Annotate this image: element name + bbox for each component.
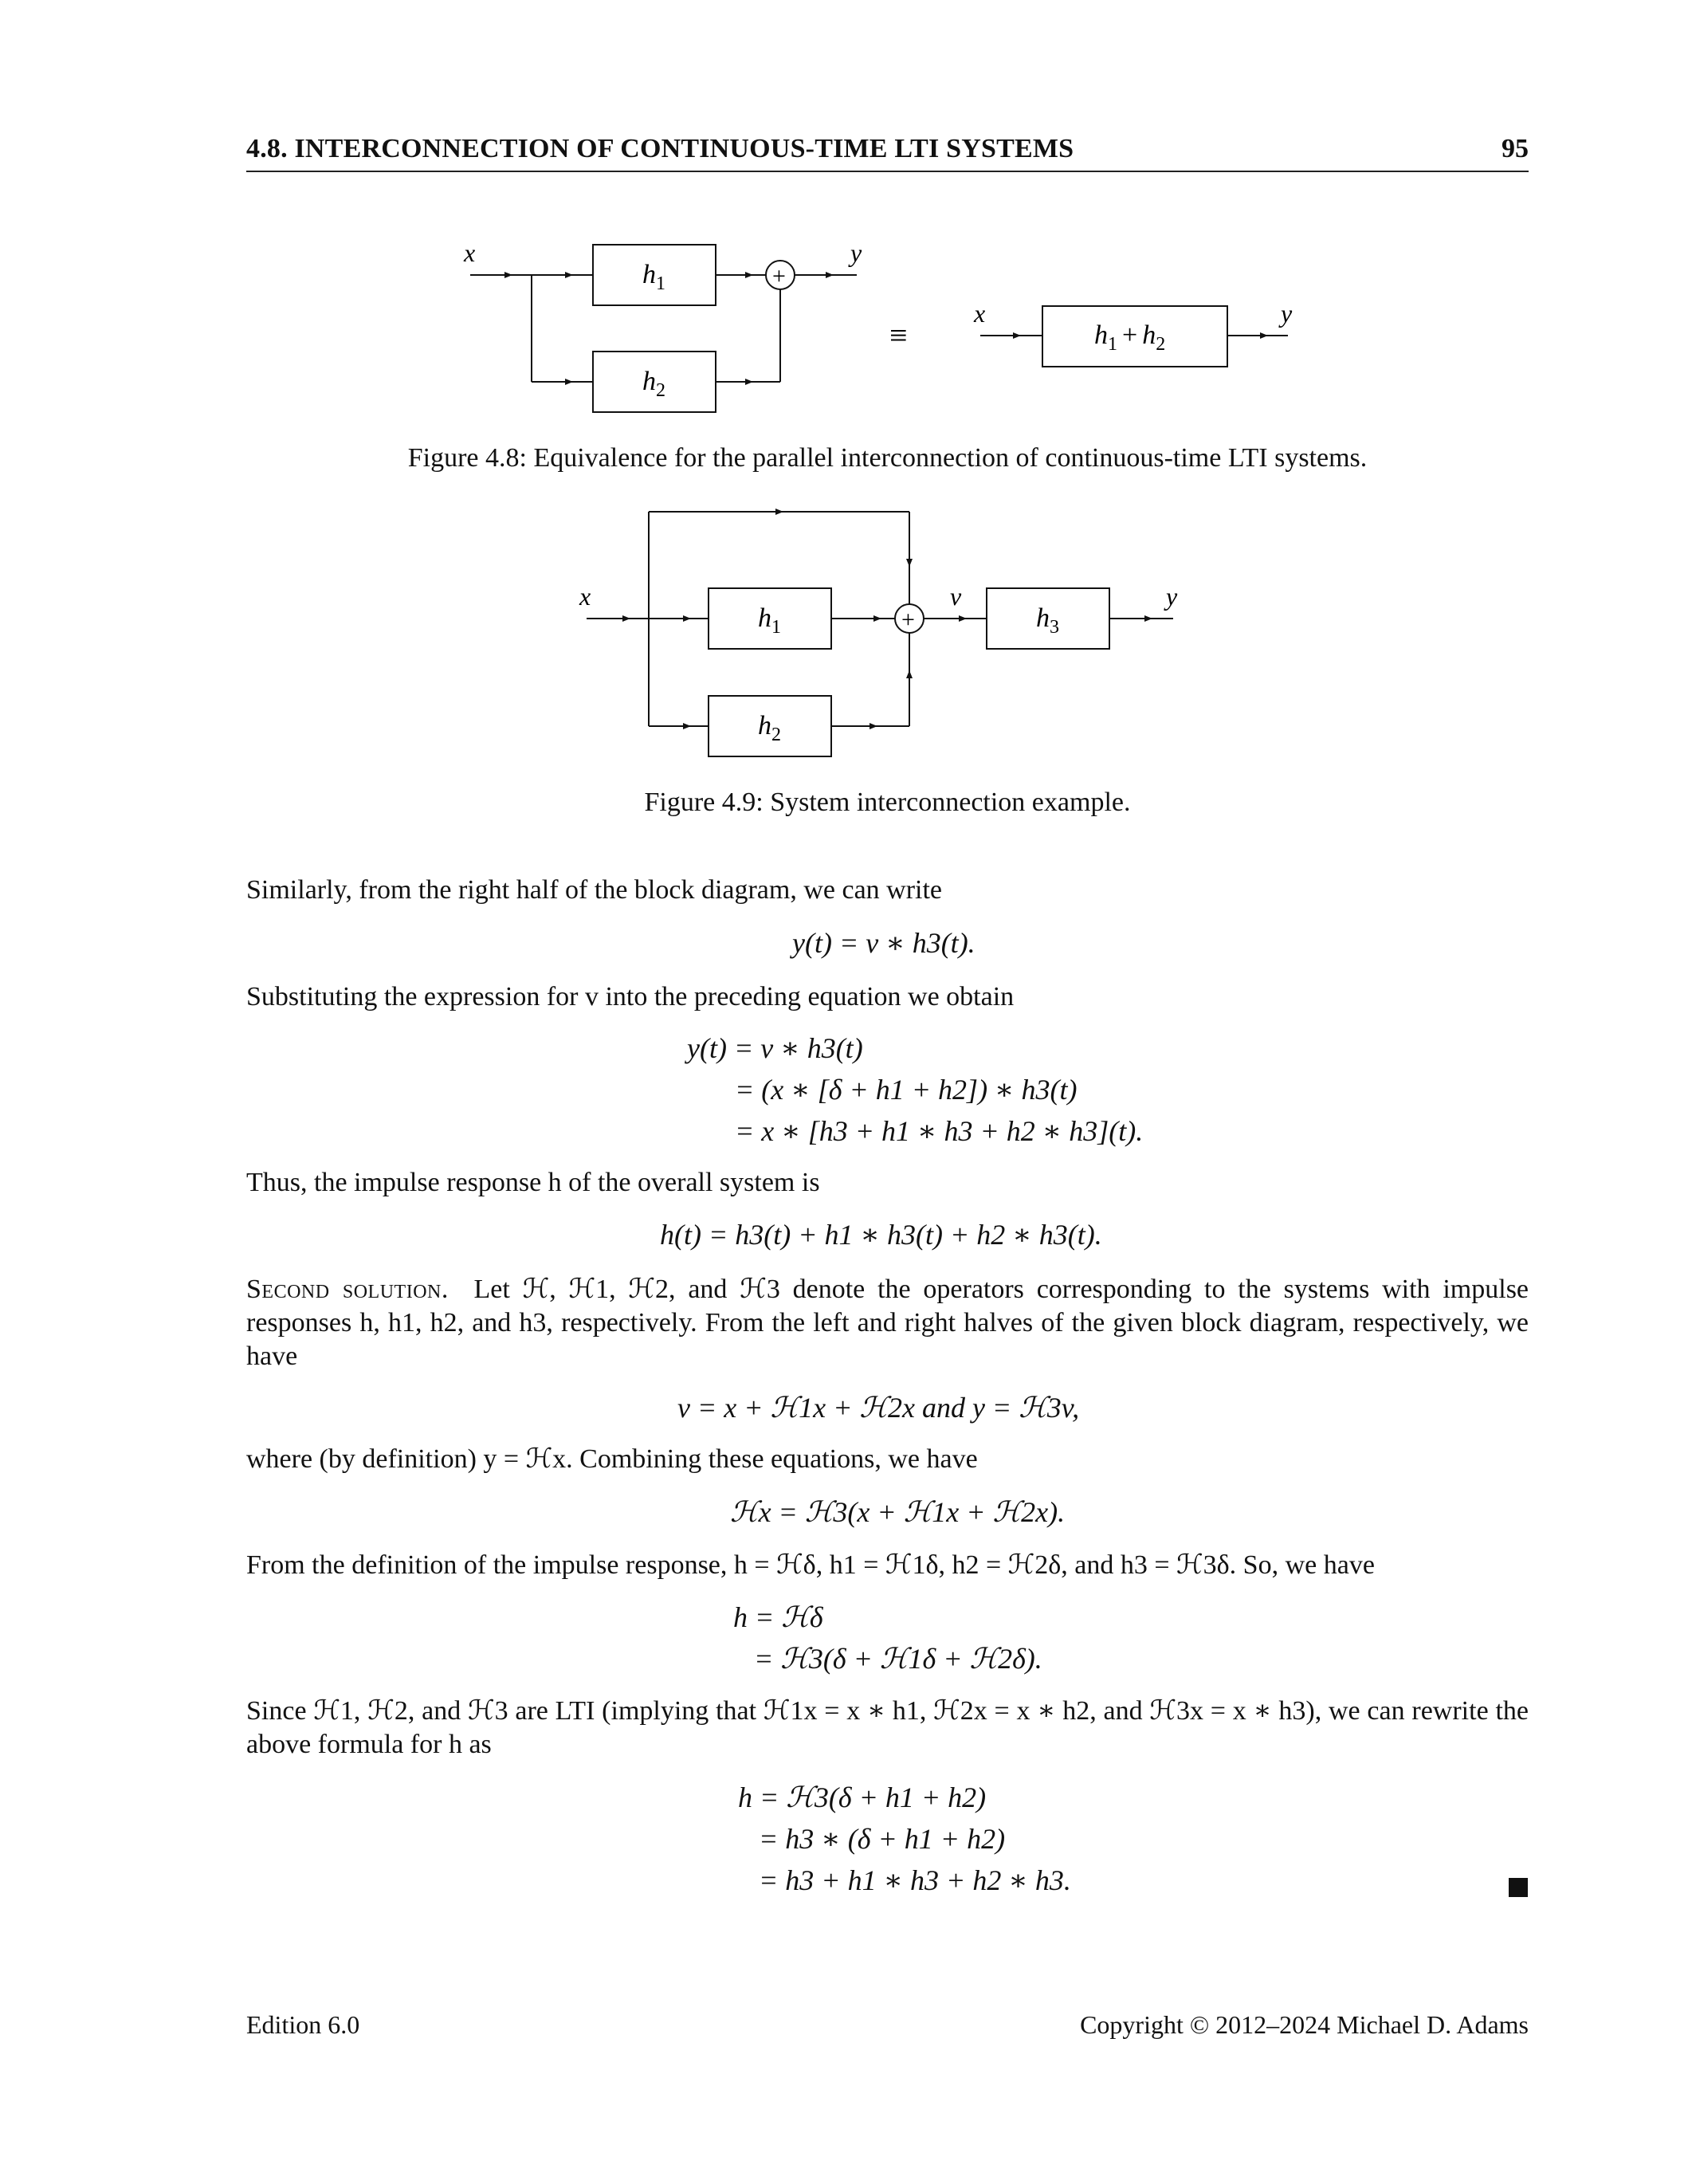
svg-text:h1: $h_1$ (642, 260, 665, 294)
svg-text:+: + (901, 607, 915, 633)
equation-7b: = h3 ∗ (δ + h1 + h2) (759, 1823, 1006, 1855)
paragraph-5: where (by definition) y = ℋx. Combining these equations, we have (246, 1444, 978, 1474)
equation-2c: = x ∗ [h3 + h1 ∗ h3 + h2 ∗ h3](t). (735, 1115, 1144, 1147)
equation-2a: y(t) = v ∗ h3(t) (687, 1032, 863, 1064)
equation-1: y(t) = v ∗ h3(t). (792, 927, 976, 959)
paragraph-4 (246, 1273, 1529, 1373)
svg-text:x: x (579, 582, 591, 611)
equation-4: v = x + ℋ1x + ℋ2x and y = ℋ3v, (677, 1392, 1080, 1424)
footer-copyright: Copyright © 2012–2024 Michael D. Adams (1080, 2010, 1529, 2039)
second-solution-heading: Second solution. (246, 1275, 449, 1304)
paragraph-2: Substituting the expression for v into the preceding equation we obtain (246, 982, 1015, 1011)
svg-text:x: x (974, 299, 986, 328)
equation-6a: h = ℋδ (733, 1601, 823, 1633)
paragraph-4-body: Let ℋ, ℋ1, ℋ2, and ℋ3 denote the operators corresponding to the systems with impulse responses h, h1, h2, and h3, respectively. From the left and right halves of the given block diagram, respectively, we have (246, 1275, 1529, 1371)
svg-text:h1: $h_1$ (758, 603, 781, 638)
page-number: 95 (1502, 134, 1529, 163)
figure-4-9-caption: Figure 4.9: System interconnection example. (644, 788, 1131, 817)
figure-4-8-caption: Figure 4.8: Equivalence for the parallel interconnection of continuous-time LTI systems. (407, 443, 1368, 473)
running-header: 4.8. INTERCONNECTION OF CONTINUOUS-TIME LTI SYSTEMS (246, 134, 1074, 163)
svg-text:h2: $h_2$ (758, 711, 781, 745)
figure-4-9-diagram (574, 498, 1203, 773)
svg-text:h2: $h_2$ (642, 367, 665, 401)
header-rule (246, 171, 1529, 172)
equation-7c: = h3 + h1 ∗ h3 + h2 ∗ h3. (759, 1864, 1071, 1896)
equation-5: ℋx = ℋ3(x + ℋ1x + ℋ2x). (730, 1496, 1066, 1528)
fig48-x-label: x (464, 238, 476, 267)
qed-square (1509, 1878, 1528, 1897)
equation-2b: = (x ∗ [δ + h1 + h2]) ∗ h3(t) (735, 1074, 1078, 1106)
footer-edition: Edition 6.0 (246, 2010, 360, 2039)
equation-3: h(t) = h3(t) + h1 ∗ h3(t) + h2 ∗ h3(t). (660, 1219, 1102, 1251)
equation-7a: h = ℋ3(δ + h1 + h2) (738, 1781, 987, 1813)
svg-text:h3: $h_3$ (1036, 603, 1059, 638)
svg-text:y: y (1281, 299, 1293, 328)
svg-text:+: + (772, 263, 786, 289)
equivalence-symbol: ≡ (889, 317, 908, 353)
fig48-y-label: y (850, 238, 862, 267)
figure-4-8-diagram (446, 235, 1331, 430)
paragraph-7: Since ℋ1, ℋ2, and ℋ3 are LTI (implying that ℋ1x = x ∗ h1, ℋ2x = x ∗ h2, and ℋ3x = x ∗ h3), we can rewrite the above formula for h as (246, 1696, 1529, 1759)
paragraph-3: Thus, the impulse response h of the overall system is (246, 1168, 820, 1197)
paragraph-6: From the definition of the impulse response, h = ℋδ, h1 = ℋ1δ, h2 = ℋ2δ, and h3 = ℋ3δ. So, we have (246, 1550, 1375, 1580)
svg-text:y: y (1166, 582, 1178, 611)
paragraph-1: Similarly, from the right half of the block diagram, we can write (246, 875, 943, 905)
svg-text:v: v (950, 582, 962, 611)
equation-6b: = ℋ3(δ + ℋ1δ + ℋ2δ). (754, 1643, 1042, 1675)
svg-text:h1+h2: $h_1 + h_2$ (1094, 320, 1166, 355)
